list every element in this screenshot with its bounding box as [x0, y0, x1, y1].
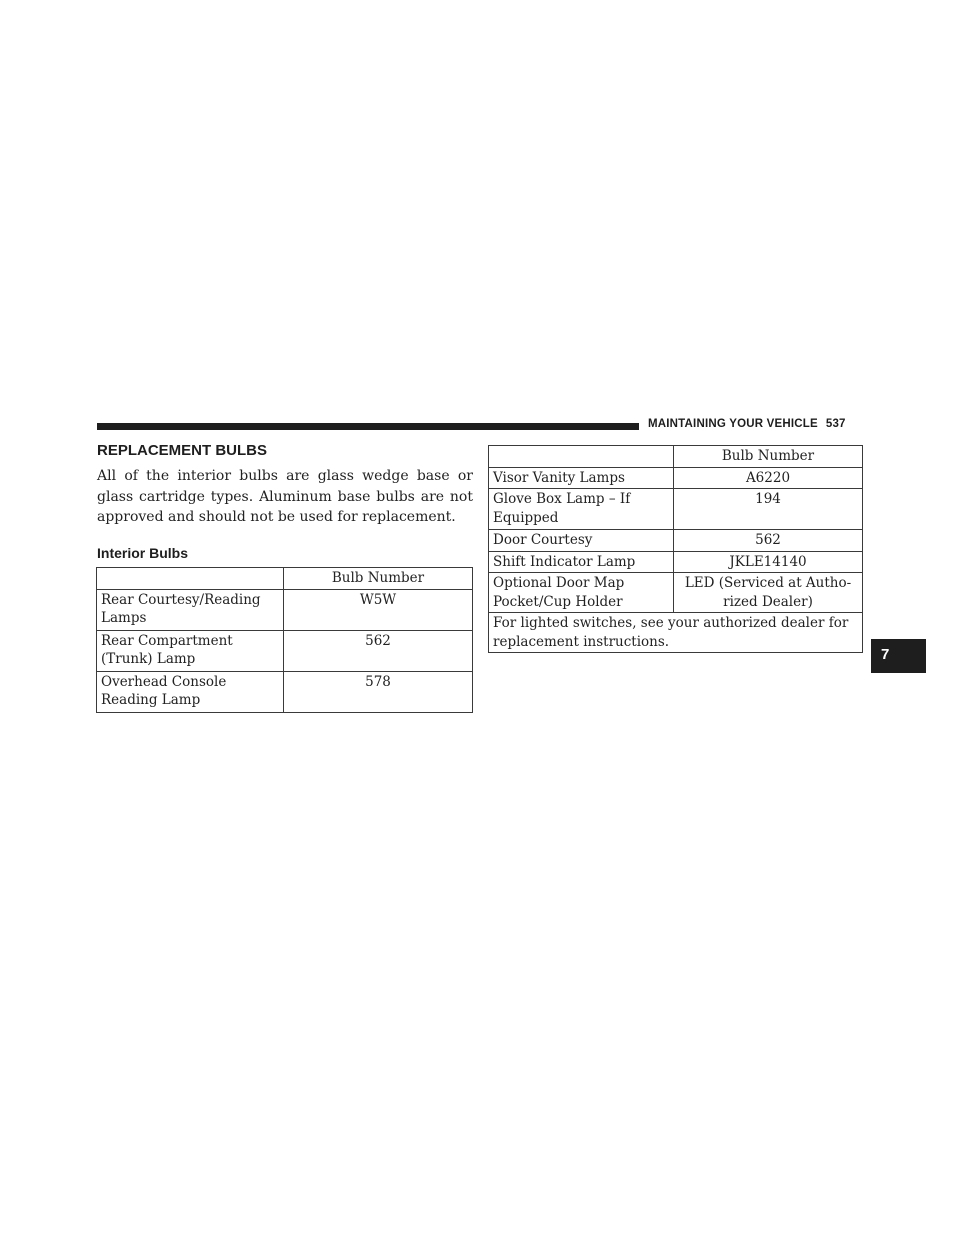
lamp-name: Optional Door Map Pocket/Cup Holder — [489, 573, 674, 613]
table-footnote-row — [489, 613, 863, 653]
table-row — [489, 551, 863, 573]
table-header-bulb-number: Bulb Number — [284, 568, 473, 590]
interior-bulbs-table — [96, 567, 473, 713]
lamp-name: Visor Vanity Lamps — [489, 467, 674, 489]
lamp-name: Rear Courtesy/Reading Lamps — [97, 589, 284, 630]
bulb-number: LED (Serviced at Autho- rized Dealer) — [674, 573, 863, 613]
table-row — [489, 489, 863, 530]
lamp-name: Glove Box Lamp – If Equipped — [489, 489, 674, 530]
table-row — [489, 573, 863, 613]
interior-bulbs-heading: Interior Bulbs — [97, 545, 189, 561]
bulb-number: JKLE14140 — [674, 551, 863, 573]
bulb-number: 562 — [674, 530, 863, 552]
table-row — [97, 671, 473, 712]
bulb-number: W5W — [284, 589, 473, 630]
header-rule — [97, 423, 639, 430]
table-row — [97, 630, 473, 671]
table-header-blank — [97, 568, 284, 590]
table-footnote: For lighted switches, see your authorized dealer for replacement instructions. — [489, 613, 863, 653]
table-header-row — [97, 568, 473, 590]
table-row — [97, 589, 473, 630]
section-heading: REPLACEMENT BULBS — [97, 442, 268, 459]
intro-paragraph: All of the interior bulbs are glass wedge base or glass cartridge types. Aluminum base bulbs are not approved and should not be used for replacement. — [97, 468, 473, 525]
bulb-number: 578 — [284, 671, 473, 712]
lamp-name: Rear Compartment (Trunk) Lamp — [97, 630, 284, 671]
running-header — [648, 418, 864, 430]
bulb-number: 194 — [674, 489, 863, 530]
header-title: MAINTAINING YOUR VEHICLE — [648, 418, 818, 430]
lamp-name: Shift Indicator Lamp — [489, 551, 674, 573]
table-header-blank — [489, 446, 674, 468]
chapter-number: 7 — [881, 646, 890, 663]
interior-bulbs-table-continued — [488, 445, 863, 653]
lamp-name: Door Courtesy — [489, 530, 674, 552]
table-header-bulb-number: Bulb Number — [674, 446, 863, 468]
page-number: 537 — [825, 418, 846, 430]
bulb-number: A6220 — [674, 467, 863, 489]
table-row — [489, 530, 863, 552]
table-header-row — [489, 446, 863, 468]
lamp-name: Overhead Console Reading Lamp — [97, 671, 284, 712]
chapter-tab — [871, 639, 926, 673]
bulb-number: 562 — [284, 630, 473, 671]
table-row — [489, 467, 863, 489]
